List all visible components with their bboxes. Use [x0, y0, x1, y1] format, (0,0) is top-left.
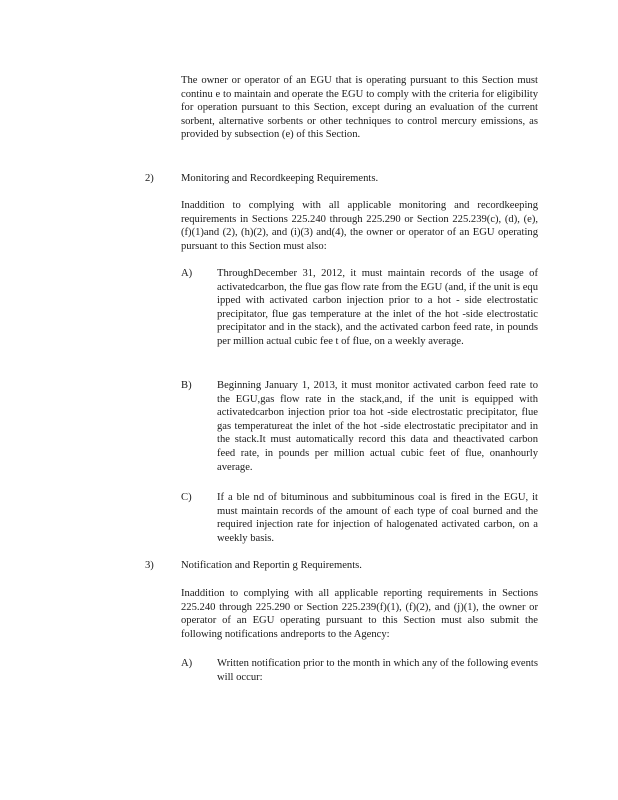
- item-2a-text: ThroughDecember 31, 2012, it must maintain records of the usage of activatedcarbon, the flue gas flow rate from the EGU (and, if the unit is equ ipped with activated carbon injection prior to a hot - side electrostatic precipitator, flue gas temperature at the inlet of the hot -side electrostatic precipitator and in the stack), and the activated carbon feed rate, in pounds per million actual cubic fee t of flue, on a weekly average.: [217, 268, 538, 347]
- section-3-heading: Notification and Reportin g Requirements.: [181, 560, 362, 571]
- section-2-number: 2): [145, 173, 154, 184]
- item-3a-label: A): [181, 658, 193, 669]
- item-3a-text: Written notification prior to the month in which any of the following events will occur:: [217, 658, 538, 683]
- section-2-heading: Monitoring and Recordkeeping Requirements.: [181, 173, 379, 184]
- item-2c-text: If a ble nd of bituminous and subbituminous coal is fired in the EGU, it must maintain records of the amount of each type of coal burned and the required injection rate for injection of halogenated activated carbon, on a weekly basis.: [217, 492, 538, 544]
- item-2a-label: A): [181, 268, 193, 279]
- section-2-body: Inaddition to complying with all applicable monitoring and recordkeeping requirements in Sections 225.240 through 225.290 or Section 225.239(c), (d), (e), (f)(1)and (2), (h)(2), and (i)(3) and(4), the owner or operator of an EGU operating pursuant to this Section must also:: [181, 200, 538, 252]
- item-2b-text: Beginning January 1, 2013, it must monitor activated carbon feed rate to the EGU,gas flow rate in the stack,and, if the unit is equipped with activatedcarbon injection prior toa hot -side electrostatic precipitator, flue gas temperatureat the inlet of the hot -side electrostatic precipitator and in the stack.It must automatically record this data and theactivated carbon feed rate, in pounds per million actual cubic feet of flue, onanhourly average.: [217, 380, 538, 473]
- item-2b-label: B): [181, 380, 192, 391]
- section-3-body: Inaddition to complying with all applicable reporting requirements in Sections 225.240 through 225.290 or Section 225.239(f)(1), (f)(2), and (j)(1), the owner or operator of an EGU operating pursuant to this Section must also submit the following notifications andreports to the Agency:: [181, 588, 538, 640]
- intro-paragraph: The owner or operator of an EGU that is operating pursuant to this Section must continu e to maintain and operate the EGU to comply with the criteria for eligibility for operation pursuant to this Section, except during an evaluation of the current sorbent, alternative sorbents or other techniques to control mercury emissions, as provided by subsection (e) of this Section.: [181, 75, 538, 141]
- item-2c-label: C): [181, 492, 192, 503]
- section-3-number: 3): [145, 560, 154, 571]
